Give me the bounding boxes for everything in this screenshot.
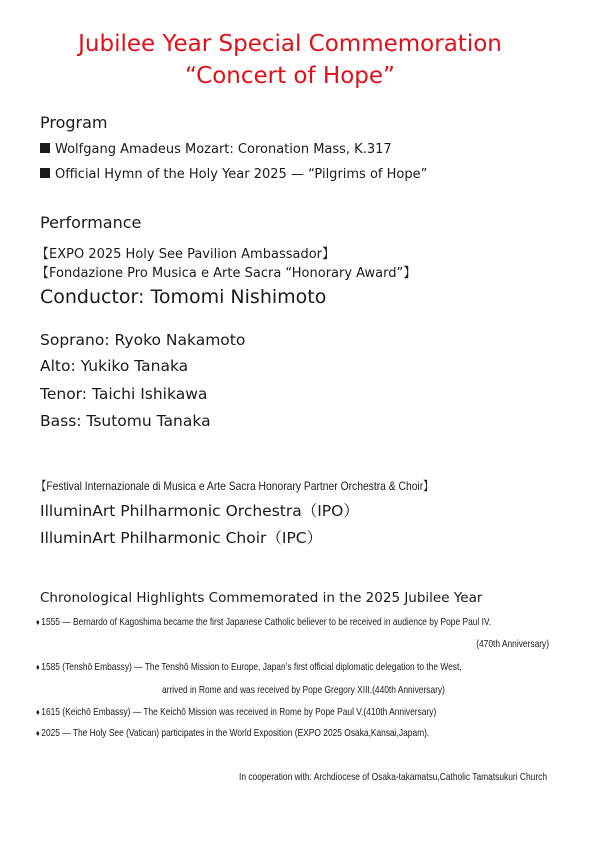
program-item-text: Wolfgang Amadeus Mozart: Coronation Mass, K.317 [55, 142, 392, 157]
title-line-1: Jubilee Year Special Commemoration [78, 31, 502, 57]
ensemble-orchestra: IlluminArt Philharmonic Orchestra（IPO） [40, 502, 359, 520]
highlight-text: 1615 (Keichō Embassy) — The Keichō Mission was received in Rome by Pope Paul V.(410th Anniversary) [41, 706, 437, 718]
highlights-heading: Chronological Highlights Commemorated in the 2025 Jubilee Year [40, 590, 483, 606]
highlight-item-4 [36, 727, 429, 739]
soloist-bass: Bass: Tsutomu Tanaka [40, 412, 211, 430]
conductor-title-1: 【EXPO 2025 Holy See Pavilion Ambassador】 [36, 247, 335, 262]
highlight-item-2 [36, 661, 462, 673]
program-heading: Program [40, 113, 108, 132]
program-item [40, 167, 427, 182]
diamond-bullet-icon: ♦ [36, 707, 40, 717]
highlight-item-1-anniversary: (470th Anniversary) [476, 638, 549, 650]
conductor-title-2: 【Fondazione Pro Musica e Arte Sacra “Honorary Award”】 [36, 266, 417, 281]
ensemble-choir: IlluminArt Philharmonic Choir（IPC） [40, 529, 323, 547]
cooperation-credit: In cooperation with: Archdiocese of Osaka-takamatsu,Catholic Tamatsukuri Church [239, 771, 547, 783]
title-line-2: “Concert of Hope” [185, 63, 395, 89]
soloist-tenor: Tenor: Taichi Ishikawa [40, 385, 208, 403]
soloist-alto: Alto: Yukiko Tanaka [40, 357, 189, 375]
highlight-text: 1555 — Bernardo of Kagoshima became the first Japanese Catholic believer to be received in audience by Pope Paul IV. [41, 616, 492, 628]
highlight-item-1 [36, 616, 491, 628]
highlight-text: 2025 — The Holy See (Vatican) participates in the World Exposition (EXPO 2025 Osaka,Kansai,Japam). [41, 727, 430, 739]
diamond-bullet-icon: ♦ [36, 617, 40, 627]
program-item [40, 142, 392, 157]
performance-heading: Performance [40, 213, 142, 232]
conductor-name: Conductor: Tomomi Nishimoto [40, 286, 327, 308]
program-item-text: Official Hymn of the Holy Year 2025 — “Pilgrims of Hope” [55, 167, 428, 182]
diamond-bullet-icon: ♦ [36, 662, 40, 672]
highlight-item-2-continuation: arrived in Rome and was received by Pope Gregory XIII.(440th Anniversary) [162, 684, 445, 696]
square-bullet-icon [40, 143, 50, 153]
partner-title: 【Festival Internazionale di Musica e Arte Sacra Honorary Partner Orchestra & Choir】 [36, 479, 434, 493]
soloist-soprano: Soprano: Ryoko Nakamoto [40, 331, 246, 349]
square-bullet-icon [40, 168, 50, 178]
highlight-text: 1585 (Tenshō Embassy) — The Tenshō Mission to Europe, Japan’s first official diplomatic delegation to the West, [41, 661, 462, 673]
highlight-item-3 [36, 706, 436, 718]
diamond-bullet-icon: ♦ [36, 728, 40, 738]
